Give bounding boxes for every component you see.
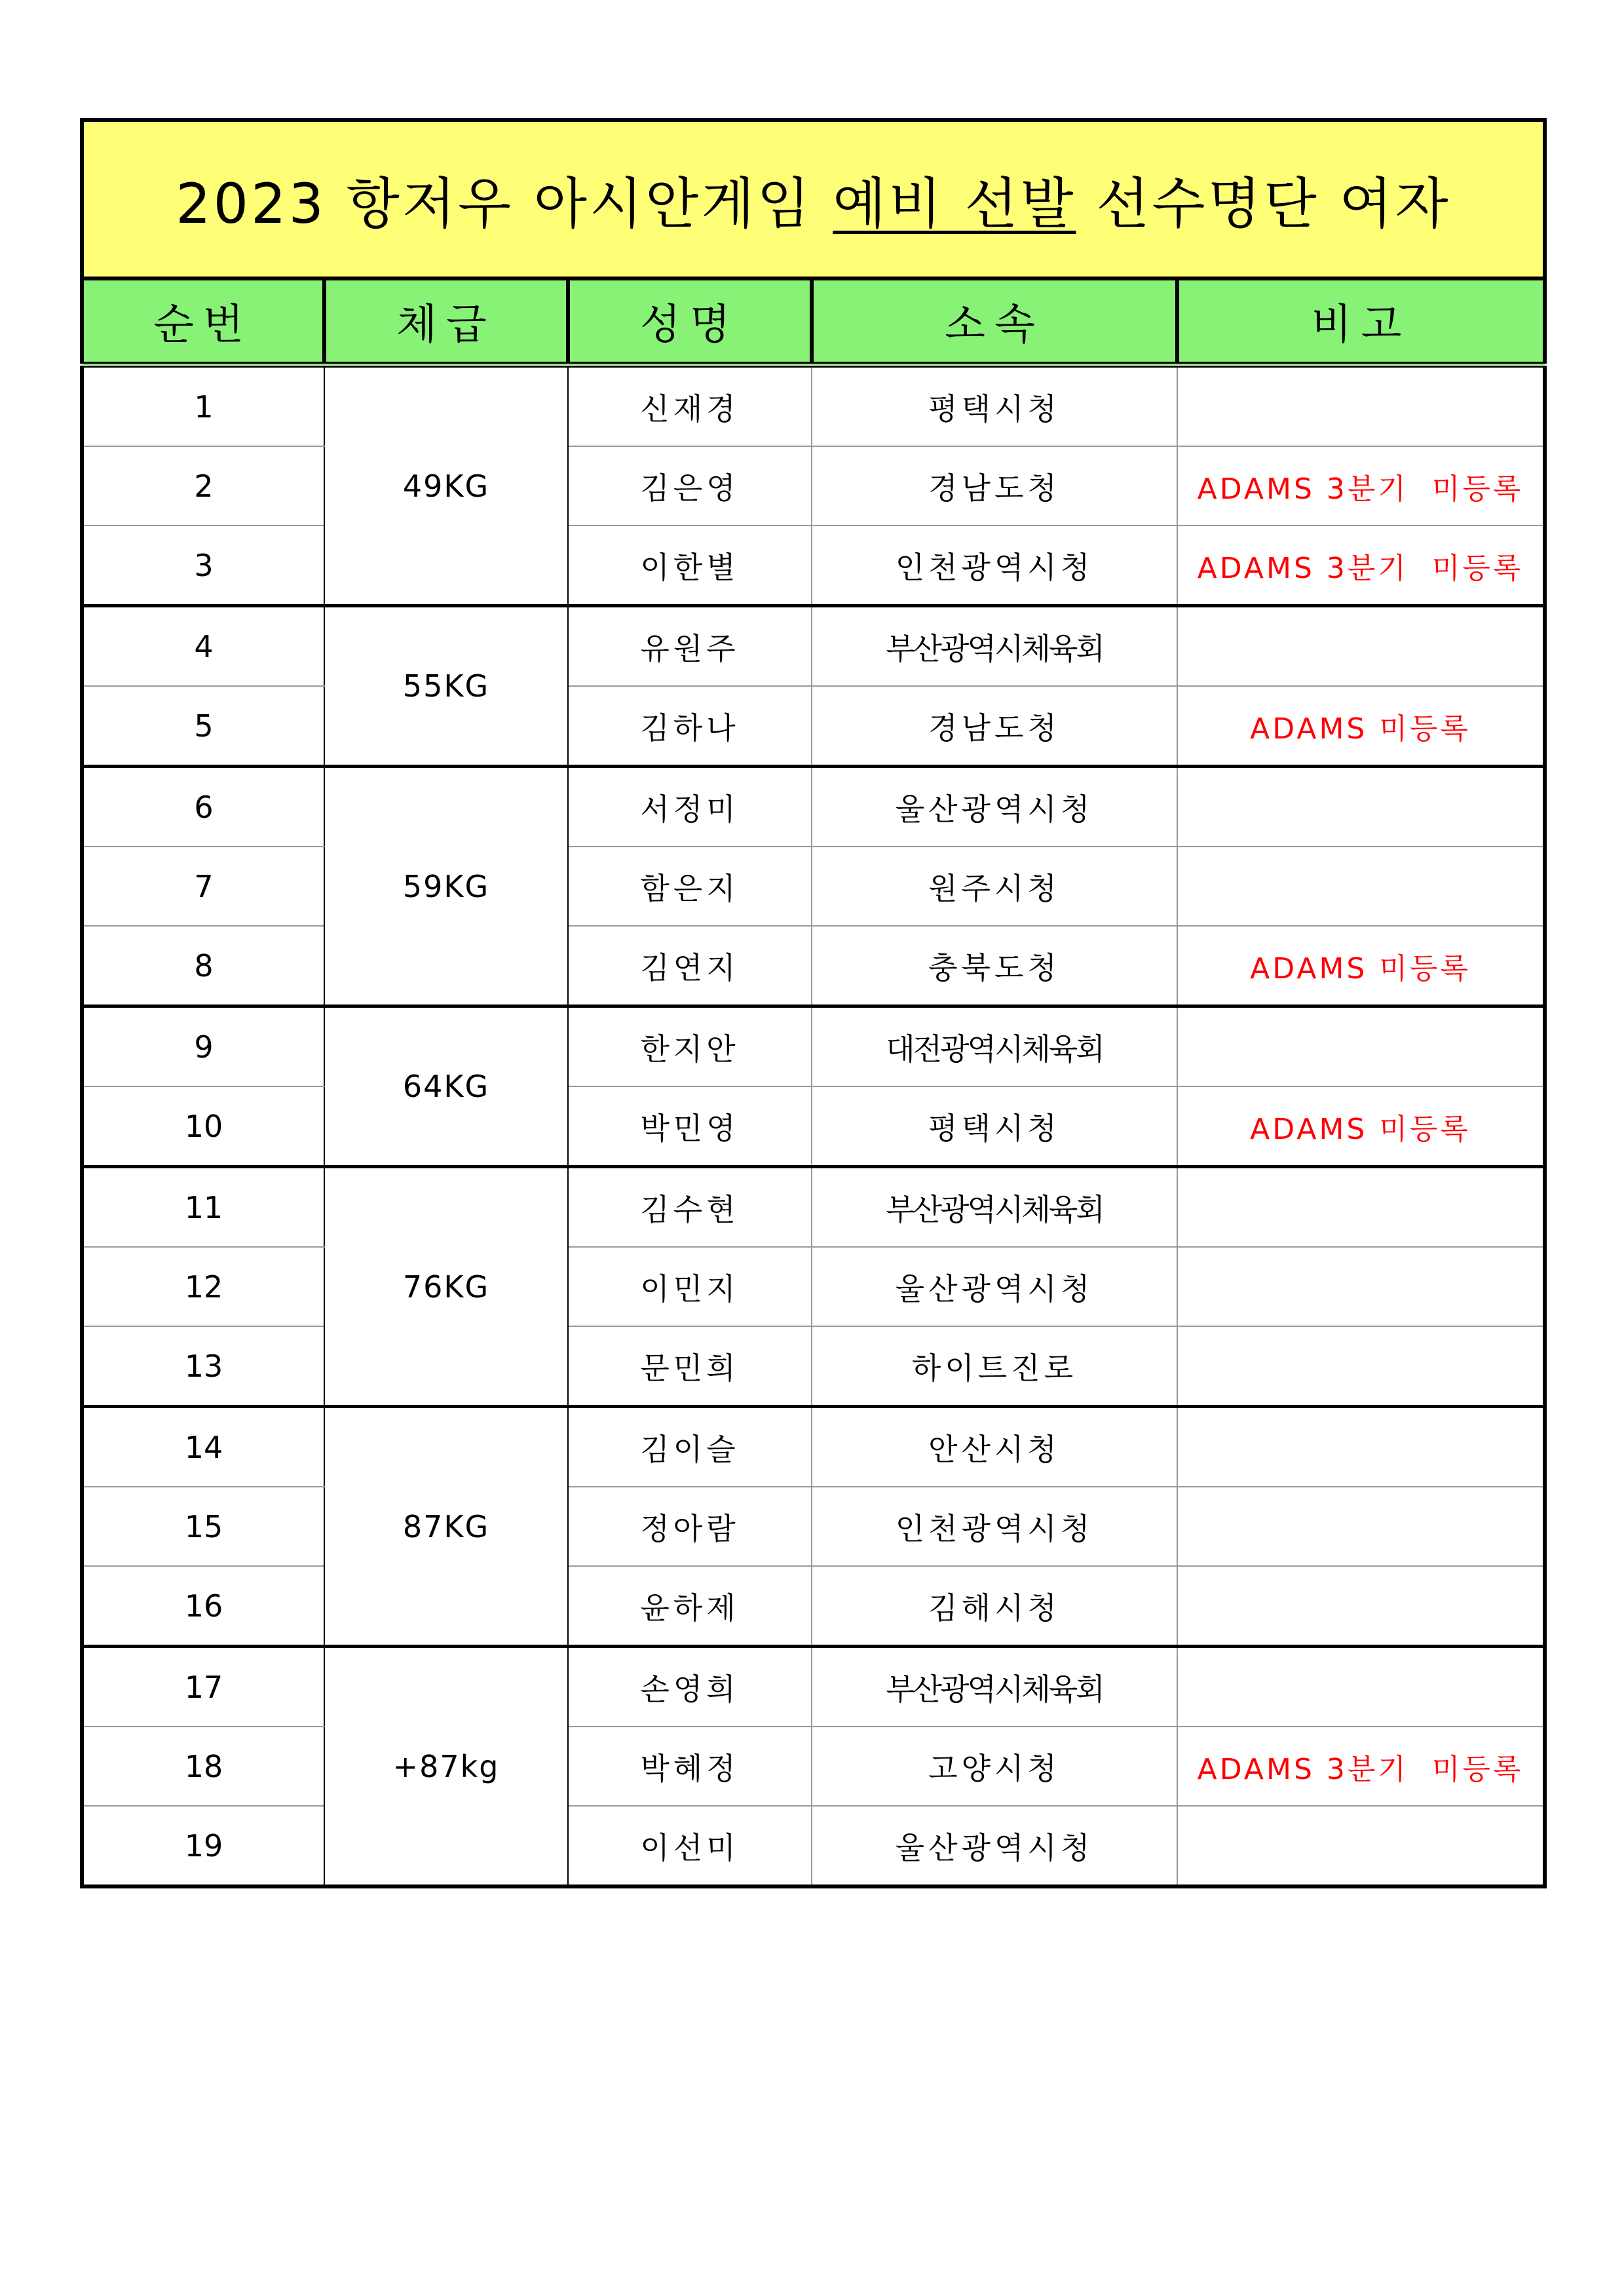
row-number: 8: [82, 926, 324, 1006]
weight-class: 64KG: [324, 1006, 568, 1167]
row-number: 9: [82, 1006, 324, 1087]
table-row: [82, 847, 1545, 926]
team-affiliation: 안산시청: [812, 1407, 1177, 1487]
remark: [1177, 365, 1545, 447]
remark: ADAMS 3분기 미등록: [1177, 1727, 1545, 1806]
row-number: 18: [82, 1727, 324, 1806]
remark: [1177, 1407, 1545, 1487]
team-affiliation: 대전광역시체육회: [812, 1006, 1177, 1087]
athlete-name: 김하나: [568, 686, 812, 767]
table-row: [82, 446, 1545, 526]
remark: ADAMS 3분기 미등록: [1177, 526, 1545, 606]
athlete-name: 이민지: [568, 1247, 812, 1326]
team-affiliation: 울산광역시청: [812, 767, 1177, 847]
row-number: 19: [82, 1806, 324, 1886]
row-number: 4: [82, 606, 324, 687]
remark: ADAMS 3분기 미등록: [1177, 446, 1545, 526]
row-number: 10: [82, 1086, 324, 1167]
table-row: [82, 1006, 1545, 1087]
team-affiliation: 고양시청: [812, 1727, 1177, 1806]
row-number: 2: [82, 446, 324, 526]
table-row: [82, 1566, 1545, 1647]
remark: [1177, 1806, 1545, 1886]
row-number: 3: [82, 526, 324, 606]
team-affiliation: 하이트진로: [812, 1326, 1177, 1407]
team-affiliation: 울산광역시청: [812, 1247, 1177, 1326]
table-row: [82, 767, 1545, 847]
team-affiliation: 울산광역시청: [812, 1806, 1177, 1886]
team-affiliation: 부산광역시체육회: [812, 606, 1177, 687]
weight-class: 59KG: [324, 767, 568, 1006]
row-number: 17: [82, 1647, 324, 1727]
team-affiliation: 경남도청: [812, 446, 1177, 526]
team-affiliation: 충북도청: [812, 926, 1177, 1006]
table-row: [82, 1487, 1545, 1566]
header-no: 순번: [82, 278, 324, 365]
athlete-name: 박혜정: [568, 1727, 812, 1806]
header-note: 비고: [1177, 278, 1545, 365]
row-number: 15: [82, 1487, 324, 1566]
title-part2: 선수명단 여자: [1076, 171, 1451, 236]
remark: [1177, 1006, 1545, 1087]
athlete-name: 손영희: [568, 1647, 812, 1727]
team-affiliation: 평택시청: [812, 1086, 1177, 1167]
remark: [1177, 1247, 1545, 1326]
table-row: [82, 1727, 1545, 1806]
header-team: 소속: [812, 278, 1177, 365]
team-affiliation: 평택시청: [812, 365, 1177, 447]
athlete-name: 김은영: [568, 446, 812, 526]
weight-class: +87kg: [324, 1647, 568, 1887]
remark: ADAMS 미등록: [1177, 1086, 1545, 1167]
table-row: [82, 1806, 1545, 1886]
row-number: 1: [82, 365, 324, 447]
table-row: [82, 1086, 1545, 1167]
row-number: 16: [82, 1566, 324, 1647]
team-affiliation: 경남도청: [812, 686, 1177, 767]
weight-class: 55KG: [324, 606, 568, 767]
athlete-name: 한지안: [568, 1006, 812, 1087]
athlete-name: 서정미: [568, 767, 812, 847]
remark: [1177, 767, 1545, 847]
athlete-name: 유원주: [568, 606, 812, 687]
title-underlined: 예비 선발: [833, 171, 1076, 236]
athlete-name: 박민영: [568, 1086, 812, 1167]
roster-table: [80, 118, 1547, 1888]
remark: [1177, 1566, 1545, 1647]
remark: [1177, 1167, 1545, 1248]
athlete-name: 이선미: [568, 1806, 812, 1886]
header-name: 성명: [568, 278, 812, 365]
team-affiliation: 부산광역시체육회: [812, 1167, 1177, 1248]
team-affiliation: 원주시청: [812, 847, 1177, 926]
team-affiliation: 인천광역시청: [812, 1487, 1177, 1566]
athlete-name: 윤하제: [568, 1566, 812, 1647]
row-number: 6: [82, 767, 324, 847]
row-number: 5: [82, 686, 324, 767]
athlete-name: 함은지: [568, 847, 812, 926]
athlete-name: 문민희: [568, 1326, 812, 1407]
remark: [1177, 1487, 1545, 1566]
weight-class: 87KG: [324, 1407, 568, 1647]
table-row: [82, 1407, 1545, 1487]
athlete-name: 김이슬: [568, 1407, 812, 1487]
table-row: [82, 526, 1545, 606]
remark: [1177, 1326, 1545, 1407]
row-number: 7: [82, 847, 324, 926]
roster-body: [82, 120, 1545, 1886]
row-number: 14: [82, 1407, 324, 1487]
remark: [1177, 847, 1545, 926]
athlete-name: 김수현: [568, 1167, 812, 1248]
remark: ADAMS 미등록: [1177, 926, 1545, 1006]
row-number: 13: [82, 1326, 324, 1407]
athlete-name: 신재경: [568, 365, 812, 447]
table-row: [82, 1326, 1545, 1407]
table-row: [82, 1647, 1545, 1727]
table-row: [82, 926, 1545, 1006]
table-row: [82, 686, 1545, 767]
table-row: [82, 365, 1545, 447]
table-row: [82, 1167, 1545, 1248]
row-number: 12: [82, 1247, 324, 1326]
athlete-name: 김연지: [568, 926, 812, 1006]
page-title: [82, 120, 1545, 278]
table-row: [82, 1247, 1545, 1326]
team-affiliation: 김해시청: [812, 1566, 1177, 1647]
weight-class: 49KG: [324, 365, 568, 606]
weight-class: 76KG: [324, 1167, 568, 1407]
remark: [1177, 1647, 1545, 1727]
header-weight: 체급: [324, 278, 568, 365]
row-number: 11: [82, 1167, 324, 1248]
header-row: [82, 278, 1545, 365]
title-part1: 2023 항저우 아시안게임: [176, 171, 833, 236]
team-affiliation: 부산광역시체육회: [812, 1647, 1177, 1727]
athlete-name: 이한별: [568, 526, 812, 606]
athlete-name: 정아람: [568, 1487, 812, 1566]
remark: [1177, 606, 1545, 687]
team-affiliation: 인천광역시청: [812, 526, 1177, 606]
remark: ADAMS 미등록: [1177, 686, 1545, 767]
table-row: [82, 606, 1545, 687]
